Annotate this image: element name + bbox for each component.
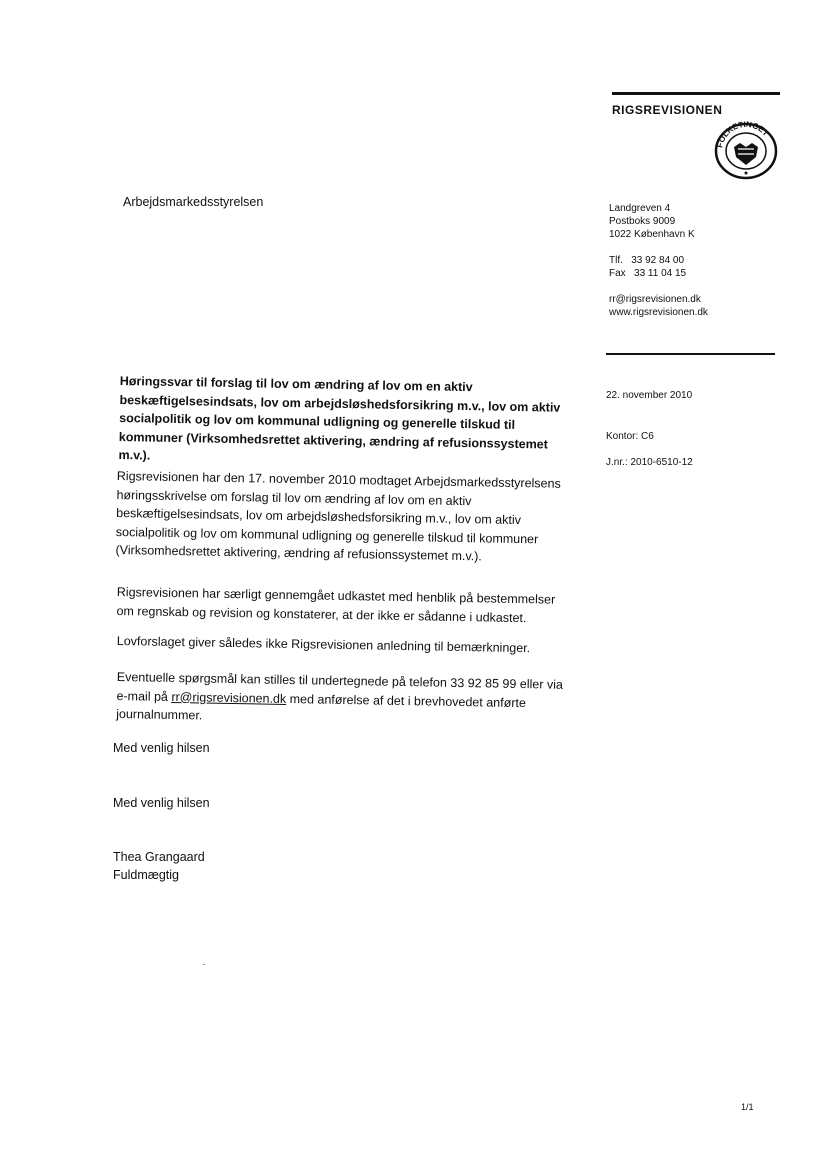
scan-speck [203,964,205,965]
sender-phone: Tlf. 33 92 84 00 [609,255,685,266]
body-paragraph-2: Rigsrevisionen har særligt gennemgået udkastet med henblik på bestemmelser om regnskab og revision og konstaterer, at der ikke er sådanne i udkastet. [116,584,556,625]
body-paragraph-3: Lovforslaget giver således ikke Rigsrevisionen anledning til bemærkninger. [116,633,531,656]
signer-name: Thea Grangaard [113,850,205,864]
journal-number: J.nr.: 2010-6510-12 [606,457,693,468]
signer-title: Fuldmægtig [113,868,179,882]
sender-fax: Fax 33 11 04 15 [609,268,687,279]
office-code: Kontor: C6 [606,431,654,442]
p4-text-after: med anførelse af det i brevhovedet anførte journalnummer. [116,691,527,723]
closing-greeting-2: Med venlig hilsen [113,796,210,810]
recipient-name: Arbejdsmarkedsstyrelsen [123,195,264,209]
sender-web: www.rigsrevisionen.dk [609,307,708,318]
letter-date: 22. november 2010 [606,390,693,401]
body-paragraph-4 [116,668,569,731]
page-number: 1/1 [741,1102,754,1112]
subject-heading: Høringssvar til forslag til lov om ændring af lov om en aktiv beskæftigelsesindsats, lov om arbejdsløshedsforsikring m.v., lov om aktiv socialpolitik og lov om kommunal udligning og generelle tilskud til kommuner (Virksomhedsrettet aktivering, ændring af refusionssystemet m.v.). [118,373,561,463]
header-rule [612,92,780,95]
closing-greeting-1: Med venlig hilsen [113,741,210,755]
seal-text: FOLKETINGET [715,119,771,149]
email-link[interactable]: rr@rigsrevisionen.dk [171,689,287,706]
svg-text:FOLKETINGET [715,120,770,149]
sender-email: rr@rigsrevisionen.dk [609,294,701,305]
body-paragraph-1: Rigsrevisionen har den 17. november 2010 modtaget Arbejdsmarkedsstyrelsens høringsskrivelse om forslag til lov om ændring af lov om en aktiv beskæftigelsesindsats, lov om arbejdsløshedsforsikring m.v., lov om aktiv socialpolitik og lov om kommunal udligning og generelle tilskud til kommuner (Virksomhedsrettet aktivering, ændring af refusionssystemet m.v.). [115,468,561,564]
p4-text-before: Eventuelle spørgsmål kan stilles til undertegnede på telefon 33 92 85 99 eller via e-mail på [116,669,564,704]
folketinget-seal-icon [710,117,782,181]
organization-name: RIGSREVISIONEN [612,103,723,117]
sender-city: 1022 København K [609,229,695,240]
sender-street: Landgreven 4 [609,203,671,214]
sender-pobox: Postboks 9009 [609,216,676,227]
sender-rule [606,353,775,355]
